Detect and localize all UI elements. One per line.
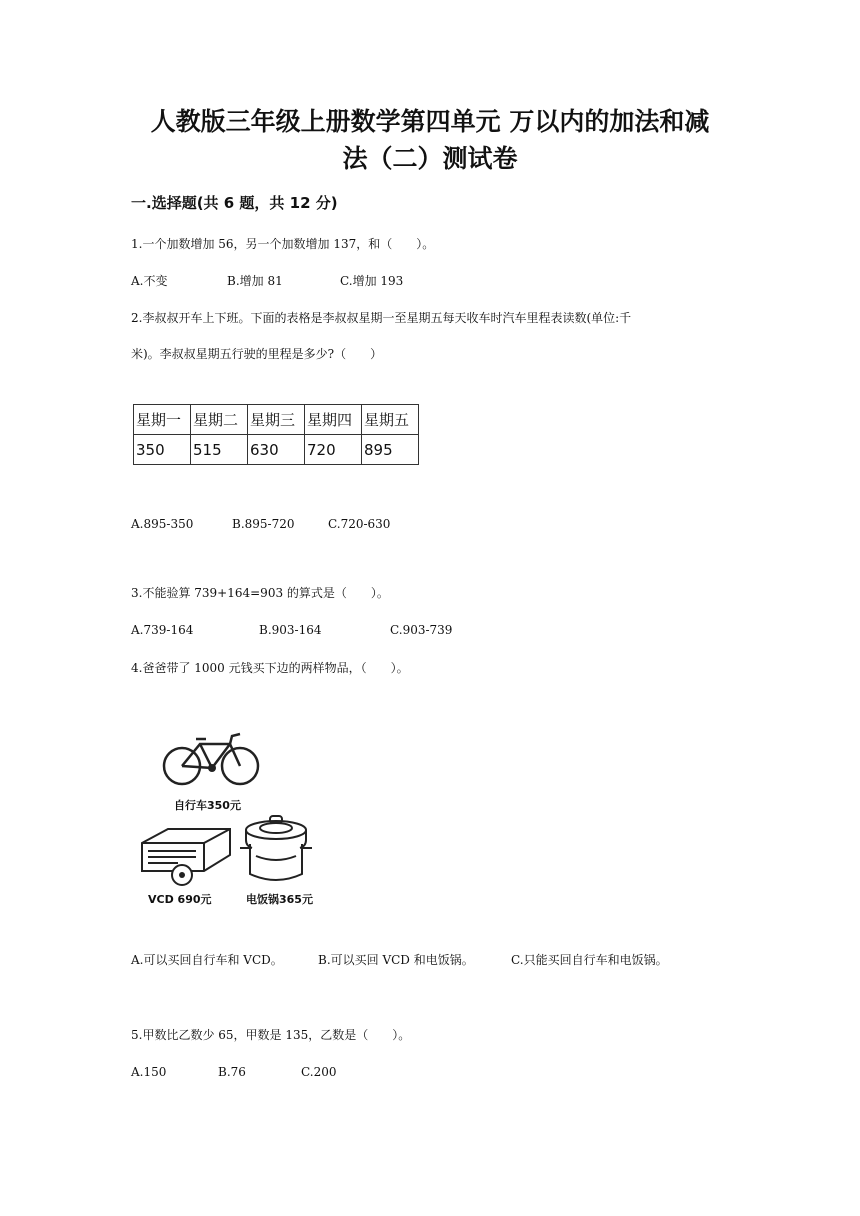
q1-option-c: C.增加 193 <box>340 274 404 288</box>
question-2-line-1: 2.李叔叔开车上下班。下面的表格是李叔叔星期一至星期五每天收车时汽车里程表读数(单位:千 <box>131 311 632 325</box>
vcd-player-icon <box>138 825 234 887</box>
q5-option-c: C.200 <box>301 1065 337 1079</box>
q1-option-a: A.不变 <box>131 274 168 288</box>
title-line-1: 人教版三年级上册数学第四单元 万以内的加法和减 <box>150 107 710 136</box>
q2-option-b: B.895-720 <box>232 517 295 531</box>
table-header-cell: 星期五 <box>362 405 419 435</box>
bicycle-caption: 自行车350元 <box>174 799 241 812</box>
table-cell: 895 <box>362 435 419 465</box>
table-cell: 630 <box>248 435 305 465</box>
table-header-cell: 星期三 <box>248 405 305 435</box>
q4-option-a: A.可以买回自行车和 VCD。 <box>131 953 283 967</box>
question-5-text: 5.甲数比乙数少 65，甲数是 135，乙数是（ ）。 <box>131 1028 411 1042</box>
q5-option-b: B.76 <box>218 1065 246 1079</box>
question-3-text: 3.不能验算 739+164=903 的算式是（ ）。 <box>131 586 389 600</box>
page-title <box>100 103 760 177</box>
q2-option-c: C.720-630 <box>328 517 391 531</box>
section-heading: 一.选择题(共 6 题，共 12 分) <box>131 194 338 212</box>
table-cell: 515 <box>191 435 248 465</box>
q3-option-b: B.903-164 <box>259 623 322 637</box>
q2-option-a: A.895-350 <box>131 517 194 531</box>
table-header-cell: 星期四 <box>305 405 362 435</box>
q3-option-a: A.739-164 <box>131 623 194 637</box>
title-line-2: 法（二）测试卷 <box>342 144 518 173</box>
question-4-text: 4.爸爸带了 1000 元钱买下边的两样物品，（ ）。 <box>131 661 409 675</box>
table-header-cell: 星期一 <box>134 405 191 435</box>
question-2-line-2: 米)。李叔叔星期五行驶的里程是多少?（ ） <box>131 347 383 361</box>
table-header-cell: 星期二 <box>191 405 248 435</box>
q1-option-b: B.增加 81 <box>227 274 283 288</box>
rice-cooker-icon <box>238 812 314 888</box>
table-cell: 720 <box>305 435 362 465</box>
table-row <box>134 435 419 465</box>
q4-option-b: B.可以买回 VCD 和电饭锅。 <box>318 953 474 967</box>
table-cell: 350 <box>134 435 191 465</box>
rice-cooker-caption: 电饭锅365元 <box>246 893 313 906</box>
table-header-row <box>134 405 419 435</box>
bicycle-icon <box>160 730 264 788</box>
question-1-text: 1.一个加数增加 56，另一个加数增加 137，和（ ）。 <box>131 237 435 251</box>
vcd-caption: VCD 690元 <box>148 893 212 906</box>
q5-option-a: A.150 <box>131 1065 167 1079</box>
q3-option-c: C.903-739 <box>390 623 453 637</box>
odometer-table <box>133 404 419 465</box>
q4-option-c: C.只能买回自行车和电饭锅。 <box>511 953 668 967</box>
